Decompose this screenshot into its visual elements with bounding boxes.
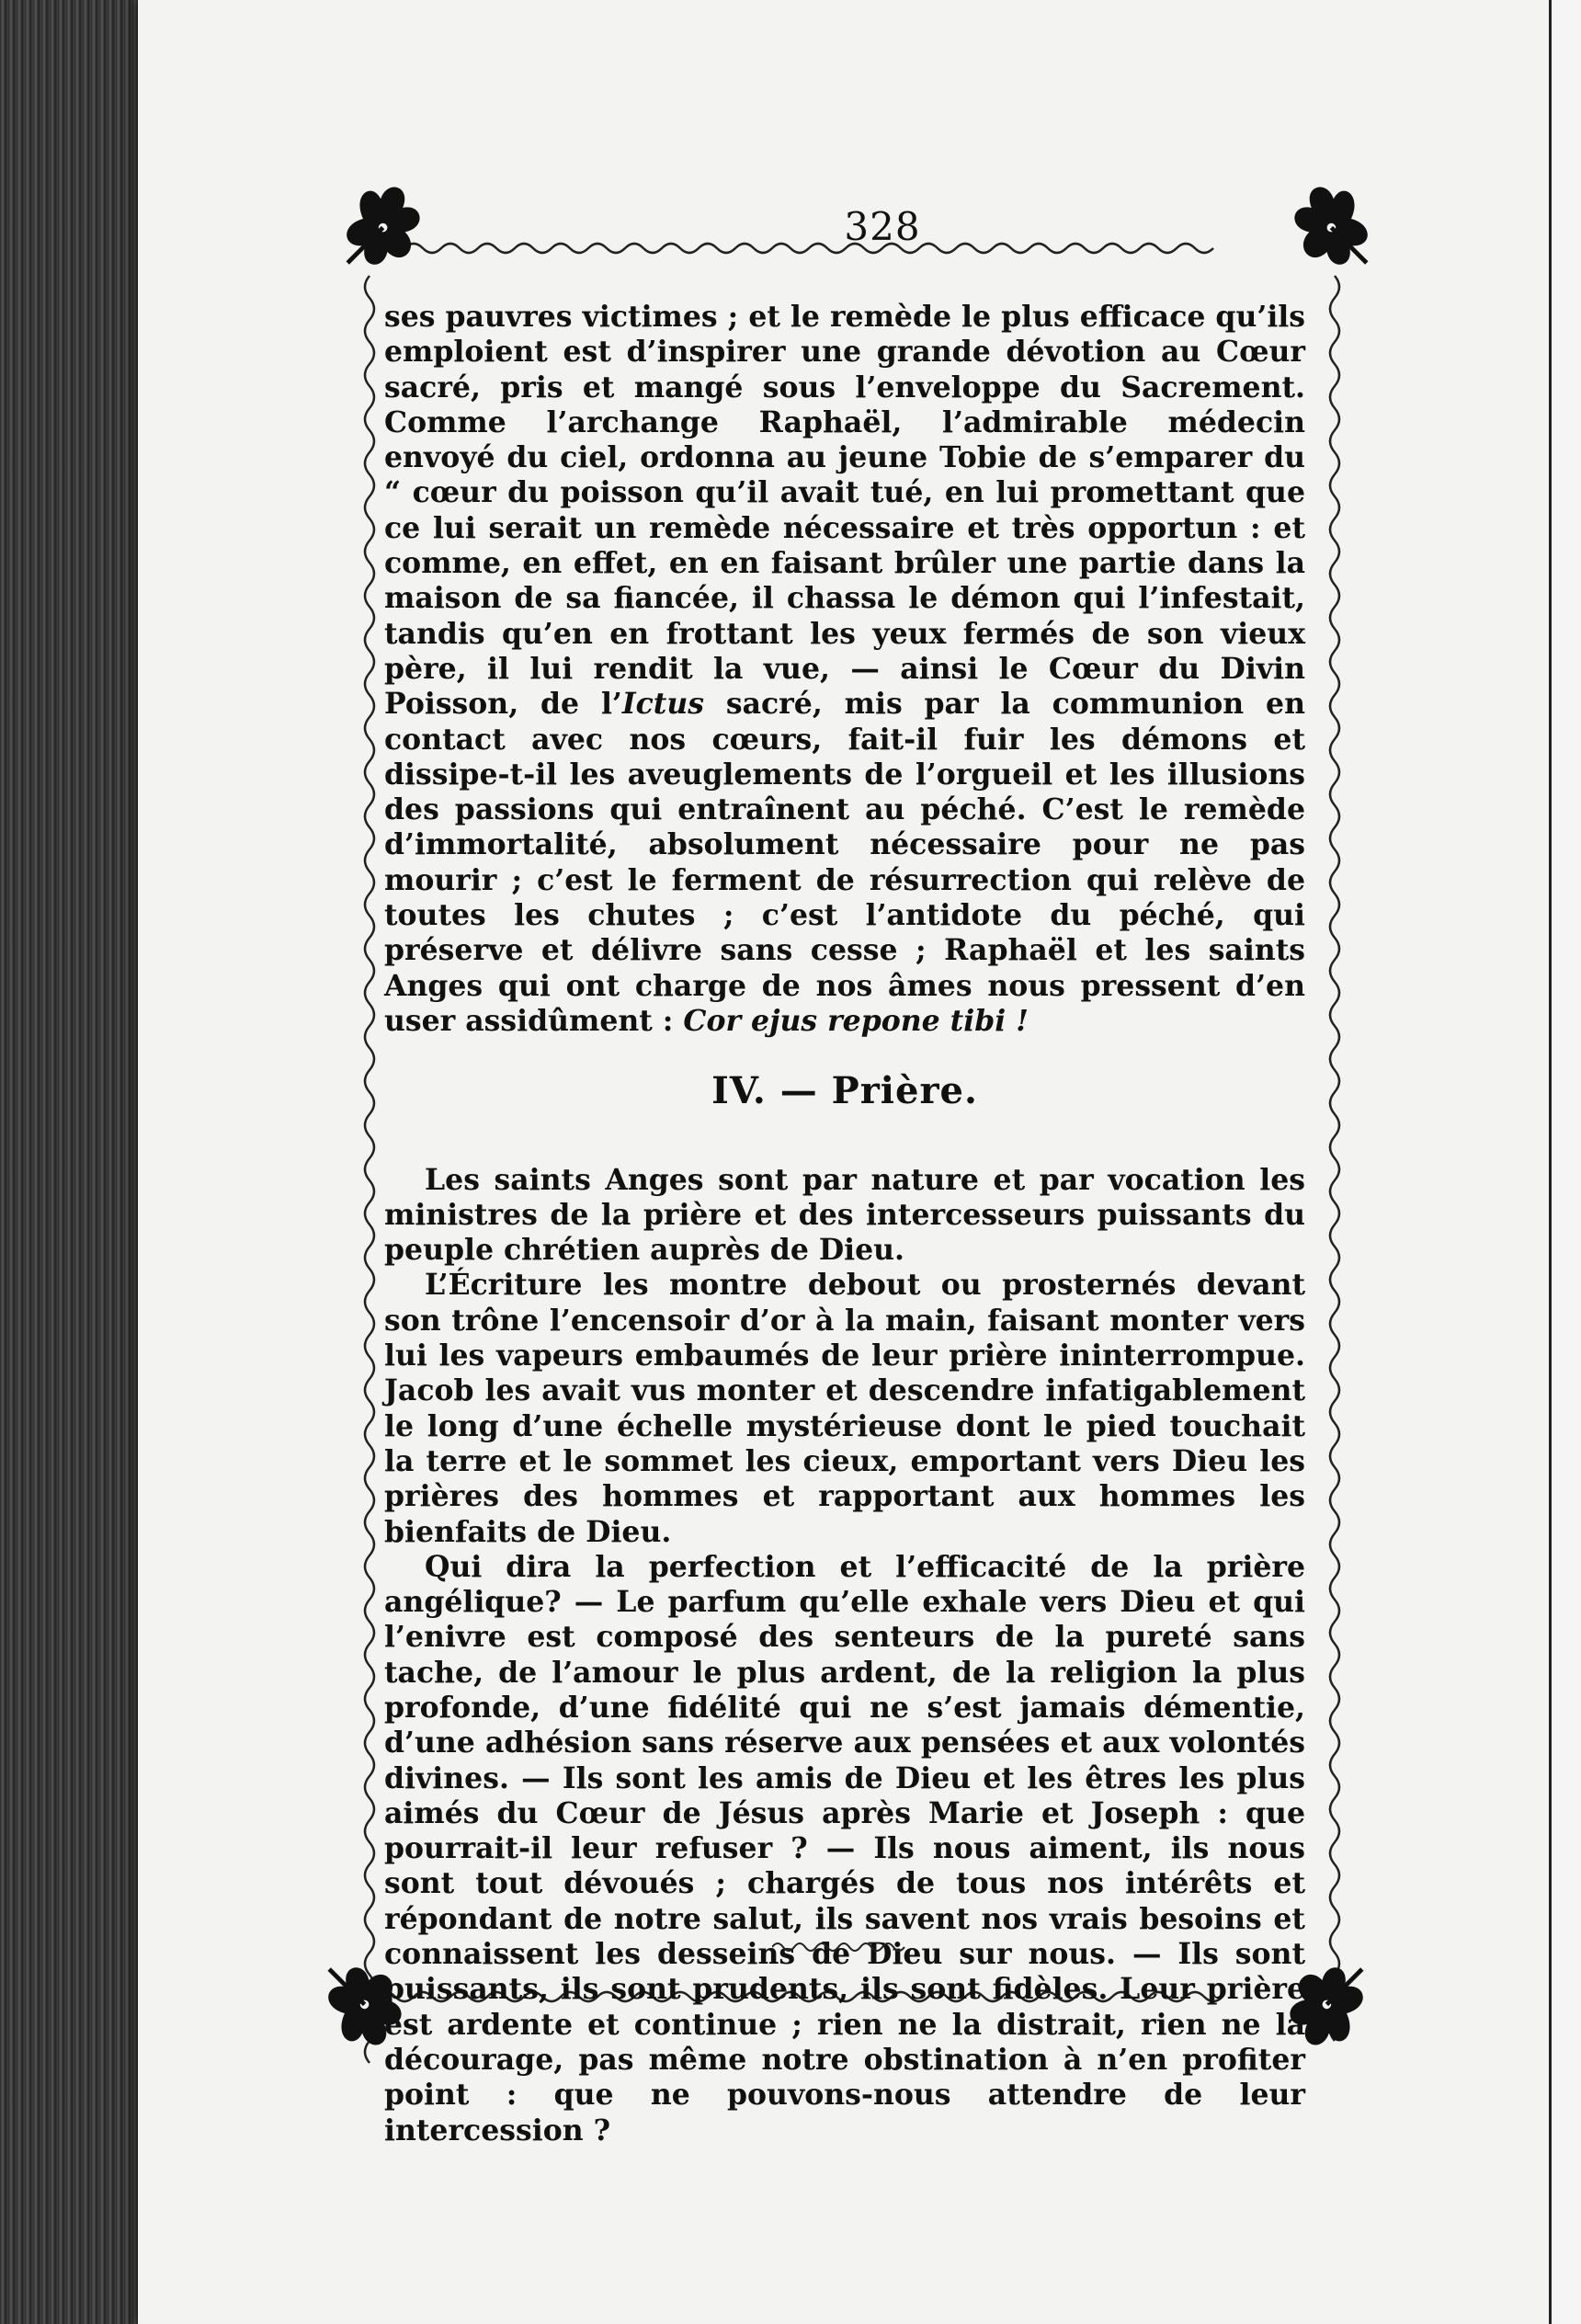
paragraph: L’Écriture les montre debout ou prosternés devant son trône l’encensoir d’or à la main, faisant monter vers lui les vapeurs embaumés de leur prière ininterrompue. Jacob les avait vus monter et descendre infatigablement le long d’une échelle mystérieuse dont le pied touchait la terre et le sommet les cieux, emportant vers Dieu les prières des hommes et rapportant aux hommes les bienfaits de Dieu. [384,1268,1305,1549]
top-right-leaf-ornament [1294,188,1367,265]
page-number: 328 [844,204,921,249]
continued-paragraph [384,300,1305,1039]
top-left-leaf-ornament [347,188,419,265]
end-ornament-rule [772,1938,919,1956]
left-wavy-border [365,276,374,2063]
paragraph: Qui dira la perfection et l’efficacité de la prière angélique? — Le parfum qu’elle exhale vers Dieu et qui l’enivre est composé des senteurs de la pureté sans tache, de l’amour le plus ardent, de la religion la plus profonde, d’une fidélité qui ne s’est jamais démentie, d’une adhésion sans réserve aux pensées et aux volontés divines. — Ils sont les amis de Dieu et les êtres les plus aimés du Cœur de Jésus après Marie et Joseph : que pourrait-il leur refuser ? — Ils nous aiment, ils nous sont tout dévoués ; chargés de tous nos intérêts et répondant de notre salut, ils savent nos vrais besoins et connaissent les desseins de Dieu sur nous. — Ils sont puissants, ils sont prudents, ils sont fidèles. Leur prière est ardente et continue ; rien ne la distrait, rien ne la décourage, pas même notre obstination à n’en profiter point : que ne pouvons-nous attendre de leur intercession ? [384,1549,1305,2147]
right-wavy-border [1330,276,1339,2041]
paragraph-text: ses pauvres victimes ; et le remède le plus efficace qu’ils emploient est d’inspirer une grande dévotion au Cœur sacré, pris et mangé sous l’enveloppe du Sacrement. Comme l’archange Raphaël, l’admirable médecin envoyé du ciel, ordonna au jeune Tobie de s’emparer du “ cœur du poisson qu’il avait tué, en lui promettant que ce lui serait un remède nécessaire et très opportun : et comme, en effet, en en faisant brûler une partie dans la maison de sa fiancée, il chassa le démon qui l’infestait, tandis qu’en en frottant les yeux fermés de son vieux père, il lui rendit la vue, — ainsi le Cœur du Divin Poisson, de l’ [384,300,1305,722]
paragraph-text: sacré, mis par la communion en contact avec nos cœurs, fait-il fuir les démons et dissipe-t-il les aveuglements de l’orgueil et les illusions des passions qui entraînent au péché. C’est le remède d’immortalité, absolument nécessaire pour ne pas mourir ; c’est le ferment de résurrection qui relève de toutes les chutes ; c’est l’antidote du péché, qui préserve et délivre sans cesse ; Raphaël et les saints Anges qui ont charge de nos âmes nous pressent d’en user assidûment : [384,687,1305,1038]
section-heading: IV. — Prière. [711,1069,978,1113]
italic-word-ictus: Ictus [621,687,704,722]
latin-quote: Cor ejus repone tibi ! [683,1003,1029,1038]
paragraph: Les saints Anges sont par nature et par vocation les ministres de la prière et des intercesseurs puissants du peuple chrétien auprès de Dieu. [384,1162,1305,1268]
page-body-text [384,300,1305,2148]
top-wavy-border [404,244,1213,253]
